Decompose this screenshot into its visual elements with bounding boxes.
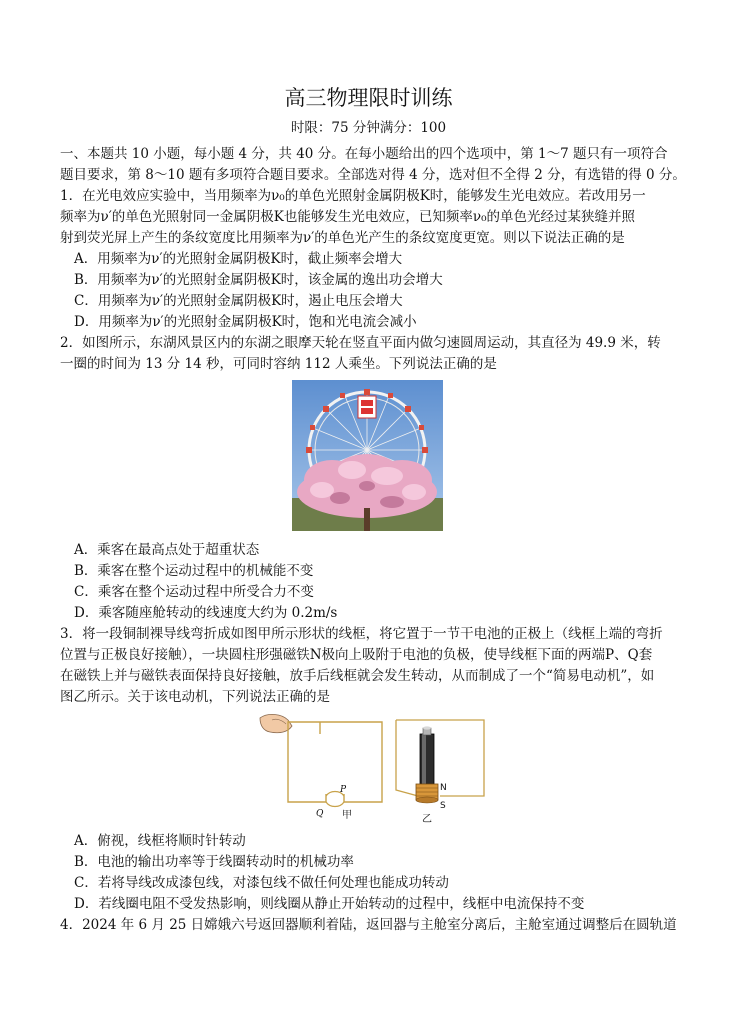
section-intro-line: 题目要求，第 8～10 题有多项符合题目要求。全部选对得 4 分，选对但不全得 2 分，有选错的得 0 分。	[60, 167, 686, 183]
page-title: 高三物理限时训练	[284, 86, 453, 110]
label-n: N	[440, 783, 447, 793]
q2-option-b: B．乘客在整个运动过程中的机械能不变	[74, 563, 314, 579]
time-limit-subtitle: 时限：75 分钟满分：100	[290, 120, 447, 136]
q2-stem-line: 2．如图所示，东湖风景区内的东湖之眼摩天轮在竖直平面内做匀速圆周运动，其直径为 49.9 米，转	[60, 335, 661, 351]
figure-jia	[260, 714, 382, 806]
label-jia: 甲	[342, 810, 352, 821]
q1-stem-line: 频率为ν′的单色光照射同一金属阴极K也能够发生光电效应，已知频率ν₀的单色光经过某狭缝并照	[60, 209, 635, 225]
label-p: P	[340, 785, 347, 795]
q3-option-c: C．若将导线改成漆包线，对漆包线不做任何处理也能成功转动	[74, 875, 449, 891]
q2-option-d: D．乘客随座舱转动的线速度大约为 0.2m/s	[74, 605, 338, 621]
q1-option-b: B．用频率为ν′的光照射金属阴极K时，该金属的逸出功会增大	[74, 272, 443, 288]
q1-option-c: C．用频率为ν′的光照射金属阴极K时，遏止电压会增大	[74, 293, 403, 309]
motor-figure	[258, 712, 486, 827]
q2-option-c: C．乘客在整个运动过程中所受合力不变	[74, 584, 314, 600]
q1-option-a: A．用频率为ν′的光照射金属阴极K时，截止频率会增大	[74, 251, 403, 267]
label-s: S	[440, 801, 446, 811]
q4-stem-line: 4．2024 年 6 月 25 日嫦娥六号返回器顺利着陆，返回器与主舱室分离后，主舱室通过调整后在圆轨道	[60, 917, 677, 933]
q3-stem-line: 图乙所示。关于该电动机，下列说法正确的是	[60, 689, 330, 705]
label-q: Q	[316, 809, 324, 819]
q3-option-a: A．俯视，线框将顺时针转动	[74, 833, 246, 849]
section-intro-line: 一、本题共 10 小题，每小题 4 分，共 40 分。在每小题给出的四个选项中，第 1～7 题只有一项符合	[60, 146, 668, 162]
q3-option-b: B．电池的输出功率等于线圈转动时的机械功率	[74, 854, 354, 870]
q2-option-a: A．乘客在最高点处于超重状态	[74, 542, 260, 558]
q1-option-d: D．用频率为ν′的光照射金属阴极K时，饱和光电流会减小	[74, 314, 417, 330]
q1-stem-line: 1．在光电效应实验中，当用频率为ν₀的单色光照射金属阴极K时，能够发生光电效应。若改用另一	[60, 188, 646, 204]
q3-option-d: D．若线圈电阻不受发热影响，则线圈从静止开始转动的过程中，线框中电流保持不变	[74, 896, 585, 912]
q3-stem-line: 在磁铁上并与磁铁表面保持良好接触，放手后线框就会发生转动，从而制成了一个“简易电动机”，如	[60, 668, 655, 684]
label-yi: 乙	[422, 814, 432, 825]
q3-stem-line: 位置与正极良好接触），一块圆柱形强磁铁N极向上吸附于电池的负极，使导线框下面的两端P、Q套	[60, 647, 653, 663]
q1-stem-line: 射到荧光屏上产生的条纹宽度比用频率为ν′的单色光产生的条纹宽度更宽。则以下说法正确的是	[60, 230, 625, 246]
q3-stem-line: 3．将一段铜制裸导线弯折成如图甲所示形状的线框，将它置于一节干电池的正极上（线框上端的弯折	[60, 626, 663, 642]
q2-stem-line: 一圈的时间为 13 分 14 秒，可同时容纳 112 人乘坐。下列说法正确的是	[60, 356, 497, 372]
ferris-wheel-photo	[292, 380, 443, 531]
